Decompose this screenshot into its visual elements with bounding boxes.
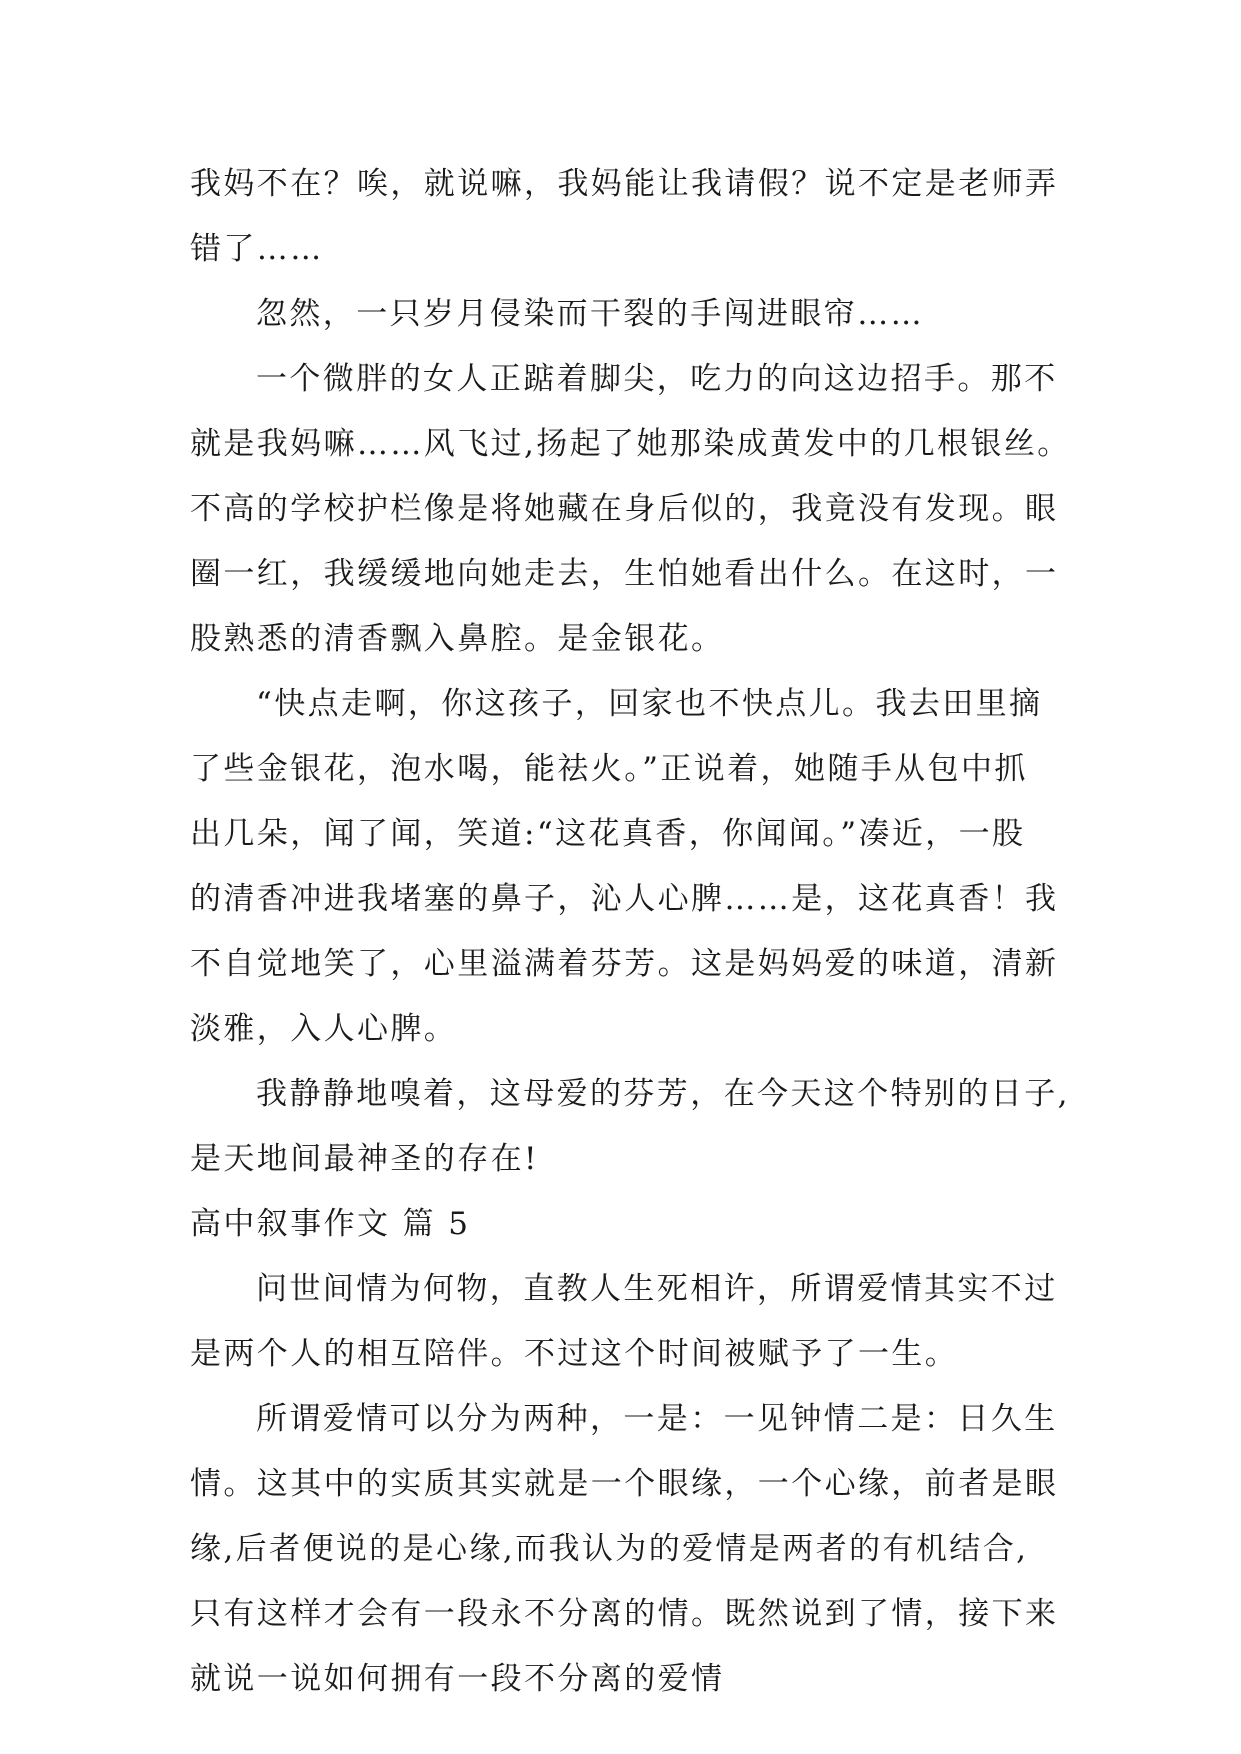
text-line: 就说一说如何拥有一段不分离的爱情 bbox=[190, 1661, 725, 1697]
text-line: 错了…… bbox=[190, 231, 324, 267]
text-line: 不自觉地笑了，心里溢满着芬芳。这是妈妈爱的味道，清新 bbox=[190, 946, 1059, 982]
text-line: 了些金银花，泡水喝，能祛火。”正说着，她随手从包中抓 bbox=[190, 751, 1028, 787]
text-line: 我妈不在？唉，就说嘛，我妈能让我请假？说不定是老师弄 bbox=[190, 166, 1059, 202]
text-line: 一个微胖的女人正踮着脚尖，吃力的向这边招手。那不 bbox=[256, 361, 1058, 397]
text-line: “快点走啊，你这孩子，回家也不快点儿。我去田里摘 bbox=[256, 686, 1043, 722]
text-line: 是天地间最神圣的存在! bbox=[190, 1141, 539, 1177]
text-line: 股熟悉的清香飘入鼻腔。是金银花。 bbox=[190, 621, 725, 657]
text-line: 缘,后者便说的是心缘,而我认为的爱情是两者的有机结合, bbox=[190, 1531, 1029, 1567]
text-line: 的清香冲进我堵塞的鼻子，沁人心脾……是，这花真香！我 bbox=[190, 881, 1059, 917]
text-line: 我静静地嗅着，这母爱的芬芳，在今天这个特别的日子, bbox=[256, 1076, 1070, 1112]
text-line: 淡雅，入人心脾。 bbox=[190, 1011, 458, 1047]
section-heading: 高中叙事作文 篇 5 bbox=[190, 1206, 471, 1242]
text-line: 所谓爱情可以分为两种，一是：一见钟情二是：日久生 bbox=[256, 1401, 1058, 1437]
text-line: 忽然，一只岁月侵染而干裂的手闯进眼帘…… bbox=[256, 296, 924, 332]
text-line: 出几朵，闻了闻，笑道:“这花真香，你闻闻。”凑近，一股 bbox=[190, 816, 1026, 852]
text-line: 情。这其中的实质其实就是一个眼缘，一个心缘，前者是眼 bbox=[190, 1466, 1059, 1502]
text-line: 就是我妈嘛……风飞过,扬起了她那染成黄发中的几根银丝。 bbox=[190, 426, 1071, 462]
document-page bbox=[190, 152, 1071, 1712]
text-line: 只有这样才会有一段永不分离的情。既然说到了情，接下来 bbox=[190, 1596, 1059, 1632]
text-line: 不高的学校护栏像是将她藏在身后似的，我竟没有发现。眼 bbox=[190, 491, 1059, 527]
text-line: 圈一红，我缓缓地向她走去，生怕她看出什么。在这时，一 bbox=[190, 556, 1059, 592]
text-line: 是两个人的相互陪伴。不过这个时间被赋予了一生。 bbox=[190, 1336, 959, 1372]
text-line: 问世间情为何物，直教人生死相许，所谓爱情其实不过 bbox=[256, 1271, 1058, 1307]
